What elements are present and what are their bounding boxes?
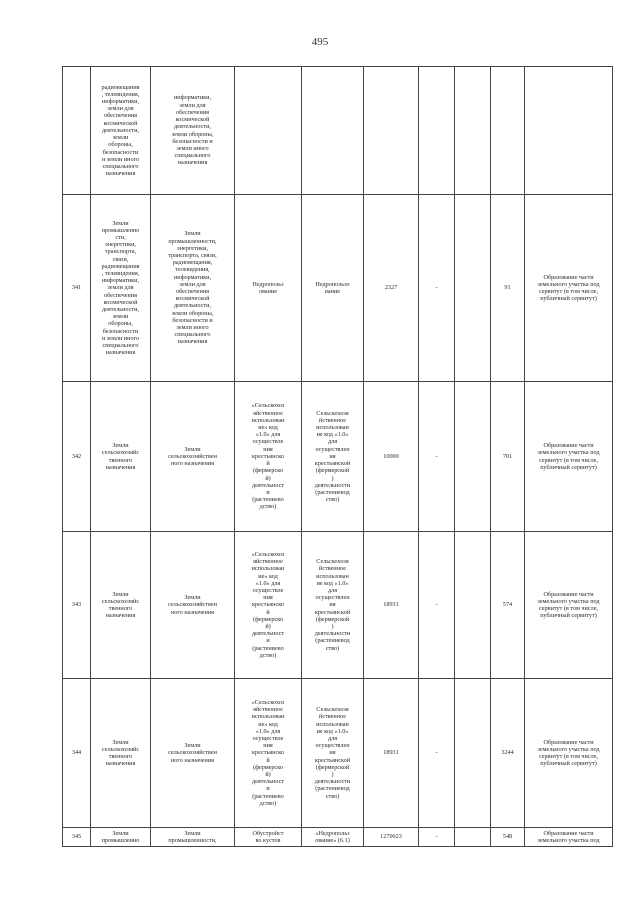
permitted-use-cell: «Сельскохоз яйственное использован ие» код «1.0» для осуществле ния крестьянско й (фермерско й) деятельност и (растениево дство) [235,532,302,679]
area-cell: 10000 [364,382,419,532]
dash-cell: - [419,195,455,382]
row-number: 341 [63,195,91,382]
land-category-cell: Земли сельскохозяйс твенного назначения [91,382,151,532]
table-row [63,67,613,195]
row-number [63,67,91,195]
purpose-cell: Образование части земельного участка под сервитут (в том числе, публичный сервитут) [525,679,613,828]
purpose-cell: Образование части земельного участка под сервитут (в том числе, публичный сервитут) [525,532,613,679]
permitted-use-alt-cell: Сельскохозя йственное использован ие код «1.0» для осуществлен ия крестьянской (фермерской ) деятельности (растениевод ство) [302,382,364,532]
land-category-cell: радиовещания , телевидения, информатики, земли для обеспечения космической деятельности, земли обороны, безопасности и земли иного специального назначения [91,67,151,195]
land-category-cell: Земли промышленно сти, энергетики, транспорта, связи, радиовещания , телевидения, информатики, земли для обеспечения космической деятельности, земли обороны, безопасности и земли иного специального назначения [91,195,151,382]
empty-cell [455,195,491,382]
permitted-use-alt-cell [302,67,364,195]
permitted-use-cell: Недропольз ование [235,195,302,382]
area-cell: 18931 [364,532,419,679]
permitted-use-alt-cell: Сельскохозя йственное использован ие код «1.0» для осуществлен ия крестьянской (фермерской ) деятельности (растениевод ство) [302,679,364,828]
table-row [63,679,613,828]
dash-cell: - [419,828,455,847]
table-row [63,828,613,847]
land-category-full-cell: Земли промышленности, энергетики, транспорта, связи, радиовещания, телевидения, информатики, земли для обеспечения космической деятельности, земли обороны, безопасности и земли иного специального назначения [151,195,235,382]
land-category-cell: Земли промышленно [91,828,151,847]
permitted-use-alt-cell: Недропользо вание [302,195,364,382]
dash-cell: - [419,532,455,679]
permitted-use-cell [235,67,302,195]
purpose-cell: Образование части земельного участка под [525,828,613,847]
permitted-use-cell: Обустройст во кустов [235,828,302,847]
purpose-cell: Образование части земельного участка под сервитут (в том числе, публичный сервитут) [525,195,613,382]
page-number: 495 [311,36,329,48]
empty-cell [455,382,491,532]
empty-cell [455,67,491,195]
purpose-cell: Образование части земельного участка под сервитут (в том числе, публичный сервитут) [525,382,613,532]
table-row [63,382,613,532]
part-area-cell: 701 [491,382,525,532]
permitted-use-cell: «Сельскохоз яйственное использован ие» код «1.0» для осуществле ния крестьянско й (фермерско й) деятельност и (растениево дство) [235,382,302,532]
empty-cell [455,532,491,679]
area-cell: 1270023 [364,828,419,847]
table-row [63,195,613,382]
row-number: 343 [63,532,91,679]
part-area-cell: 91 [491,195,525,382]
land-category-full-cell: Земли промышленности, [151,828,235,847]
dash-cell: - [419,382,455,532]
empty-cell [455,679,491,828]
area-cell [364,67,419,195]
land-category-full-cell: Земли сельскохозяйствен ного назначения [151,382,235,532]
permitted-use-alt-cell: «Недропольз ование» (6.1) [302,828,364,847]
row-number: 345 [63,828,91,847]
land-category-full-cell: Земли сельскохозяйствен ного назначения [151,532,235,679]
part-area-cell: 548 [491,828,525,847]
table-row [63,532,613,679]
dash-cell: - [419,679,455,828]
land-category-full-cell: Земли сельскохозяйствен ного назначения [151,679,235,828]
permitted-use-cell: «Сельскохоз яйственное использован ие» код «1.0» для осуществле ния крестьянско й (фермерско й) деятельност и (растениево дство) [235,679,302,828]
part-area-cell: 3244 [491,679,525,828]
area-cell: 2327 [364,195,419,382]
land-category-cell: Земли сельскохозяйс твенного назначения [91,532,151,679]
row-number: 344 [63,679,91,828]
row-number: 342 [63,382,91,532]
land-category-full-cell: информатики, земли для обеспечения космической деятельности, земли обороны, безопасности и земли иного специального назначения [151,67,235,195]
part-area-cell [491,67,525,195]
part-area-cell: 574 [491,532,525,679]
land-registry-table [62,66,613,847]
purpose-cell [525,67,613,195]
permitted-use-alt-cell: Сельскохозя йственное использован ие код «1.0» для осуществлен ия крестьянской (фермерской ) деятельности (растениевод ство) [302,532,364,679]
area-cell: 18931 [364,679,419,828]
empty-cell [455,828,491,847]
land-category-cell: Земли сельскохозяйс твенного назначения [91,679,151,828]
dash-cell [419,67,455,195]
